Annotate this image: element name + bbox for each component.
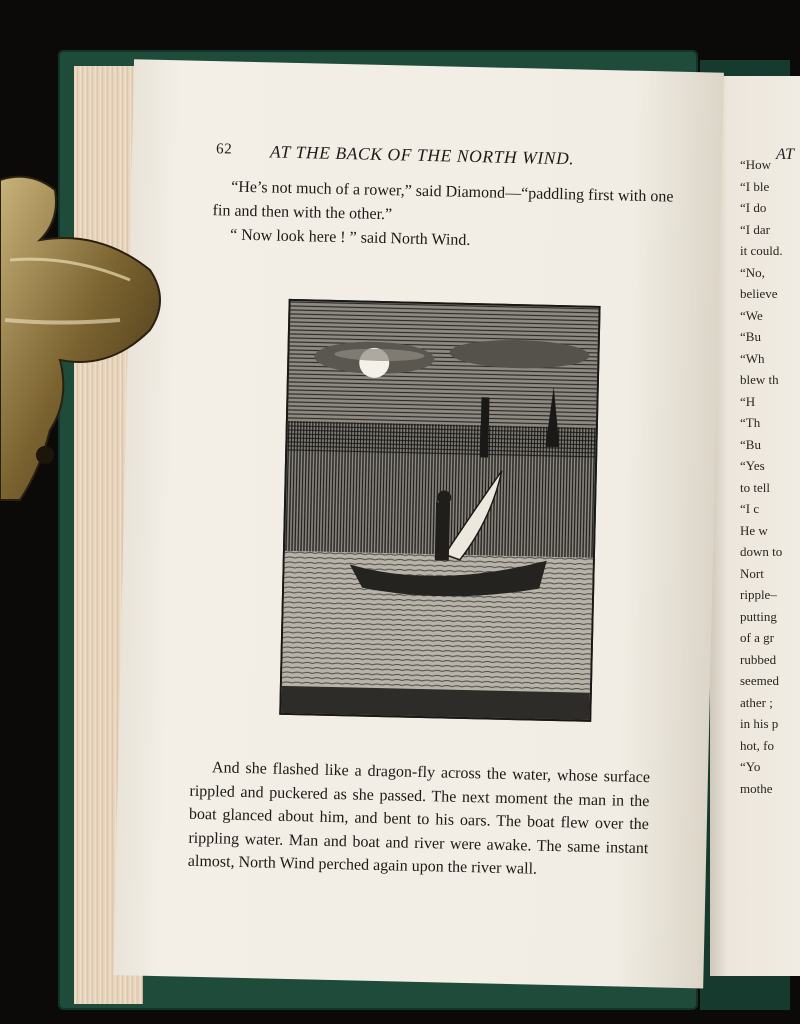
right-page-line: “I dar	[740, 221, 770, 237]
right-page-line: believe	[740, 286, 778, 301]
left-page	[113, 59, 724, 988]
right-page-line: “I ble	[740, 178, 770, 194]
text-bottom	[188, 756, 651, 884]
right-page-line: seemed	[740, 673, 779, 688]
right-page-line: “Yo	[740, 759, 761, 774]
right-page-line: blew th	[740, 372, 779, 387]
right-page-line: “No,	[740, 264, 765, 280]
paragraph-2: “ Now look here ! ” said North Wind.	[229, 226, 471, 249]
brass-clip-icon	[0, 170, 170, 500]
right-page-line: “How	[740, 157, 772, 172]
right-page-line: of a gr	[740, 630, 774, 645]
boat-engraving	[279, 299, 600, 722]
running-head	[215, 141, 696, 169]
text-top	[212, 175, 684, 258]
engraving-image	[281, 301, 598, 720]
right-page-line: it could.	[740, 243, 783, 258]
paragraph-1: “He’s not much of a rower,” said Diamond—“paddling first with one fin and then with the other.”	[212, 178, 674, 224]
right-page-running-head: AT	[776, 146, 795, 163]
right-page-line: “Bu	[740, 436, 761, 452]
right-page-line: “Yes	[740, 458, 765, 473]
right-page-line: Nort	[740, 565, 764, 581]
right-page-line: ripple–	[740, 587, 777, 602]
rower	[435, 502, 450, 560]
right-page-line: “Bu	[740, 329, 761, 344]
right-page	[710, 76, 800, 976]
right-page-line: to tell	[740, 479, 770, 495]
right-page-line: “We	[740, 307, 763, 323]
right-page-text	[710, 76, 800, 799]
right-page-line: “Th	[740, 415, 761, 430]
right-page-line: mothe	[740, 780, 773, 796]
paragraph-3: And she flashed like a dragon-fly across the water, whose surface rippled and puckered as she passed. The next moment the man in the boat glanced about him, and bent to his oars. The boat flew over the rippling water. Man and boat and river were awake. The same instant almost, North Wind perched again upon the river wall.	[187, 759, 651, 878]
page-number: 62	[215, 141, 233, 158]
right-page-line: down to	[740, 544, 783, 559]
right-page-line: He w	[740, 522, 768, 538]
right-page-line: rubbed	[740, 651, 777, 667]
right-page-line: “Wh	[740, 350, 765, 366]
right-page-line: ather ;	[740, 694, 773, 710]
right-page-line: in his p	[740, 716, 779, 731]
right-page-line: “H	[740, 393, 756, 409]
right-page-line: “I c	[740, 501, 760, 516]
right-page-line: hot, fo	[740, 737, 774, 753]
right-page-line: putting	[740, 608, 777, 624]
brass-page-holder	[0, 170, 170, 500]
running-head-title: AT THE BACK OF THE NORTH WIND.	[269, 141, 575, 169]
right-page-line: “I do	[740, 200, 767, 215]
